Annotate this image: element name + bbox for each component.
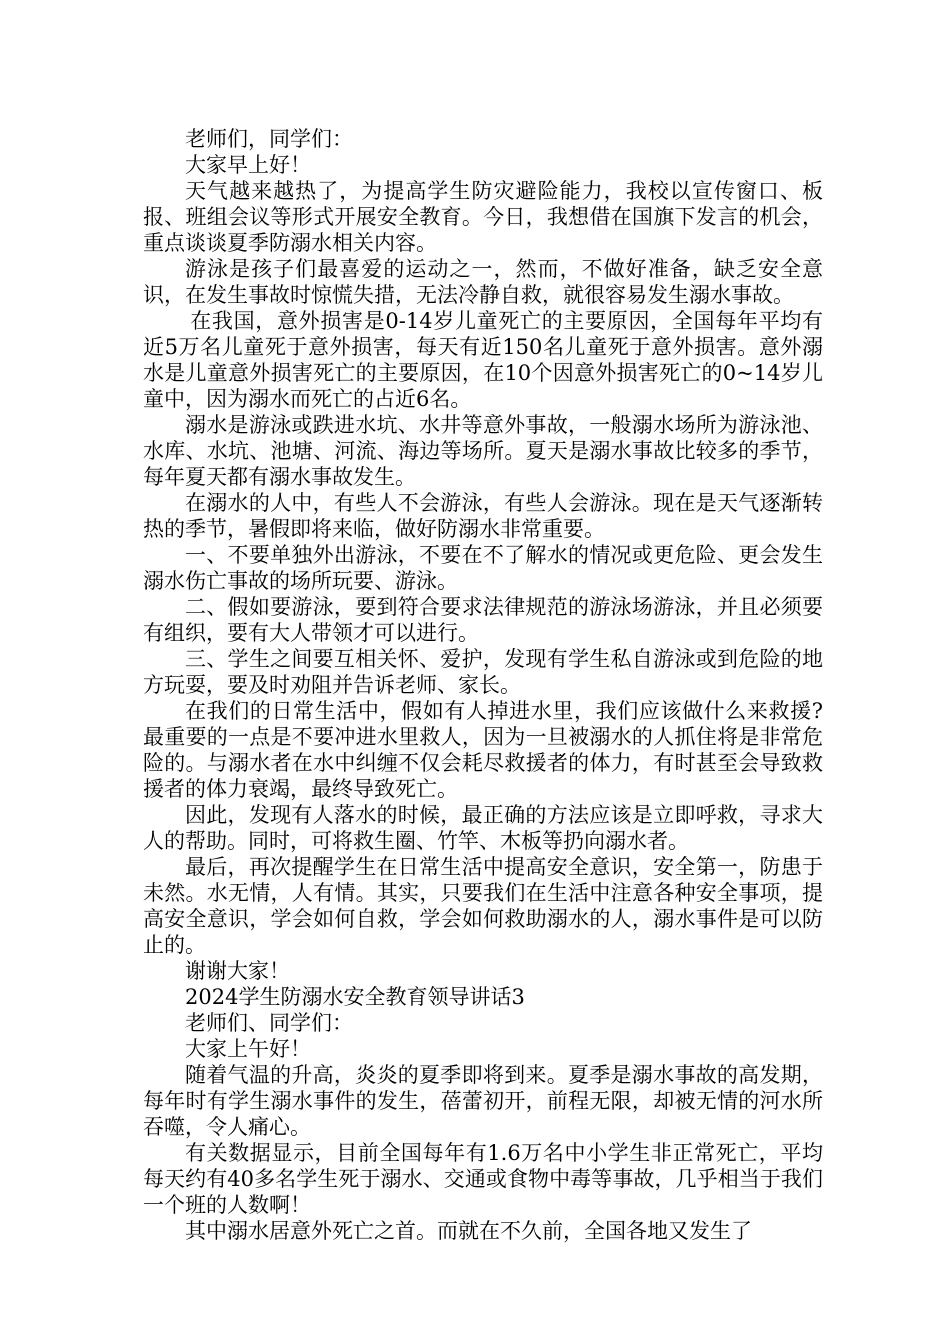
greeting: 大家上午好！ bbox=[185, 1037, 311, 1061]
paragraph: 因此，发现有人落水的时候，最正确的方法应该是立即呼救，寻求大人的帮助。同时，可将救生圈、竹竿、木板等扔向溺水者。 bbox=[143, 803, 823, 853]
section-title: 2024学生防溺水安全教育领导讲话3 bbox=[185, 985, 525, 1009]
salutation: 老师们，同学们： bbox=[185, 127, 353, 151]
paragraph: 溺水是游泳或跌进水坑、水井等意外事故，一般溺水场所为游泳池、水库、水坑、池塘、河流、海边等场所。夏天是溺水事故比较多的季节，每年夏天都有溺水事故发生。 bbox=[143, 413, 823, 489]
paragraph: 在我国，意外损害是0-14岁儿童死亡的主要原因，全国每年平均有近5万名儿童死于意外损害，每天有近150名儿童死于意外损害。意外溺水是儿童意外损害死亡的主要原因，在10个因意外损害死亡的0~14岁儿童中，因为溺水而死亡的占近6名。 bbox=[143, 309, 823, 411]
paragraph: 在溺水的人中，有些人不会游泳，有些人会游泳。现在是天气逐渐转热的季节，暑假即将来临，做好防溺水非常重要。 bbox=[143, 491, 823, 541]
paragraph: 游泳是孩子们最喜爱的运动之一，然而，不做好准备，缺乏安全意识，在发生事故时惊慌失措，无法冷静自救，就很容易发生溺水事故。 bbox=[143, 257, 823, 307]
rule-item: 三、学生之间要互相关怀、爱护，发现有学生私自游泳或到危险的地方玩耍，要及时劝阻并告诉老师、家长。 bbox=[143, 647, 823, 697]
paragraph: 有关数据显示，目前全国每年有1.6万名中小学生非正常死亡，平均每天约有40多名学生死于溺水、交通或食物中毒等事故，几乎相当于我们一个班的人数啊！ bbox=[143, 1141, 823, 1217]
greeting: 大家早上好！ bbox=[185, 153, 311, 177]
paragraph: 天气越来越热了，为提高学生防灾避险能力，我校以宣传窗口、板报、班组会议等形式开展安全教育。今日，我想借在国旗下发言的机会，重点谈谈夏季防溺水相关内容。 bbox=[143, 179, 823, 255]
salutation: 老师们、同学们： bbox=[185, 1011, 353, 1035]
document-body bbox=[143, 126, 823, 1244]
rule-item: 一、不要单独外出游泳，不要在不了解水的情况或更危险、更会发生溺水伤亡事故的场所玩要、游泳。 bbox=[143, 543, 823, 593]
paragraph: 其中溺水居意外死亡之首。而就在不久前，全国各地又发生了 bbox=[185, 1219, 752, 1243]
closing: 谢谢大家！ bbox=[185, 959, 290, 983]
paragraph: 随着气温的升高，炎炎的夏季即将到来。夏季是溺水事故的高发期，每年时有学生溺水事件的发生，蓓蕾初开，前程无限，却被无情的河水所吞噬，令人痛心。 bbox=[143, 1063, 823, 1139]
rule-item: 二、假如要游泳，要到符合要求法律规范的游泳场游泳，并且必须要有组织，要有大人带领才可以进行。 bbox=[143, 595, 823, 645]
paragraph: 最后，再次提醒学生在日常生活中提高安全意识，安全第一，防患于未然。水无情，人有情。其实，只要我们在生活中注意各种安全事项，提高安全意识，学会如何自救，学会如何救助溺水的人，溺水事件是可以防止的。 bbox=[143, 855, 823, 957]
paragraph: 在我们的日常生活中，假如有人掉进水里，我们应该做什么来救援?最重要的一点是不要冲进水里救人，因为一旦被溺水的人抓住将是非常危险的。与溺水者在水中纠缠不仅会耗尽救援者的体力，有时甚至会导致救援者的体力衰竭，最终导致死亡。 bbox=[143, 699, 823, 801]
